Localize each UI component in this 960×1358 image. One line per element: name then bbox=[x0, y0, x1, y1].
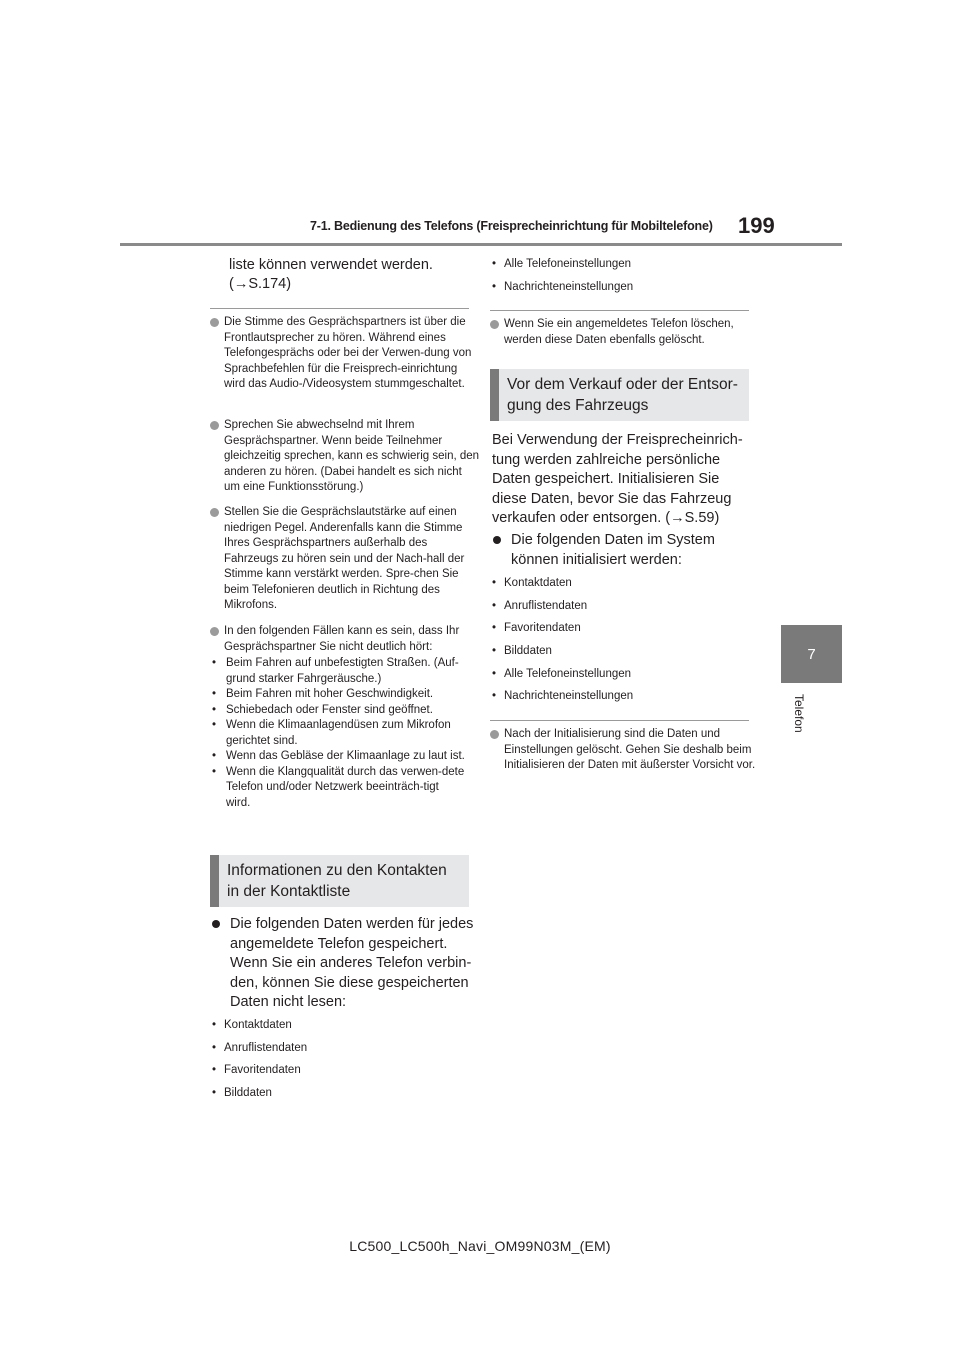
list-item: • Beim Fahren auf unbefestigten Straßen. (Auf-grund starker Fahrgeräusche.) bbox=[212, 656, 466, 687]
note-bullet-icon bbox=[210, 627, 219, 636]
note-bullet-icon bbox=[210, 508, 219, 517]
note-bullet-icon bbox=[490, 320, 499, 329]
list-item: • Beim Fahren mit hoher Geschwindigkeit. bbox=[212, 687, 466, 703]
list-item: • Kontaktdaten bbox=[212, 1018, 462, 1041]
list-item: • Kontaktdaten bbox=[492, 576, 742, 599]
note-text: Sprechen Sie abwechselnd mit Ihrem Gesprächspartner. Wenn beide Teilnehmer gleichzeitig sprechen, kann es schwierig sein, den anderen zu hören. (Dabei handelt es sich nicht um eine Funktionsstörung.) bbox=[224, 419, 480, 493]
list-item: • Anruflistendaten bbox=[212, 1041, 462, 1064]
list-item: • Alle Telefoneinstellungen bbox=[492, 667, 742, 690]
note-text: Die Stimme des Gesprächspartners ist über die Frontlautsprecher zu hören. Während eines Telefongesprächs oder bei der Verwen-dung von Sprachbefehlen für die Freisprech-einrichtung wird das Audio-/Videosystem stummgeschaltet. bbox=[224, 316, 472, 390]
bullet-text: Die folgenden Daten im System können initialisiert werden: bbox=[511, 532, 715, 568]
list-item: • Bilddaten bbox=[492, 644, 742, 667]
divider bbox=[210, 308, 469, 309]
list-item: • Favoritendaten bbox=[492, 621, 742, 644]
intro-line-1: liste können verwendet werden. bbox=[229, 257, 433, 273]
list-item: • Alle Telefoneinstellungen bbox=[492, 257, 742, 280]
header-rule bbox=[120, 243, 842, 246]
data-list bbox=[492, 257, 742, 302]
list-item: • Favoritendaten bbox=[212, 1063, 462, 1086]
bullet-text: Die folgenden Daten werden für jedes angemeldete Telefon gespeichert. Wenn Sie ein anderes Telefon verbin-den, können Sie diese gespeicherten Daten nicht lesen: bbox=[230, 916, 474, 1010]
bullet-icon bbox=[493, 536, 501, 544]
header-title: 7-1. Bedienung des Telefons (Freisprecheinrichtung für Mobiltelefone) bbox=[310, 219, 713, 233]
note-item bbox=[210, 315, 480, 393]
list-item: • Wenn das Gebläse der Klimaanlage zu laut ist. bbox=[212, 749, 466, 765]
note-bullet-icon bbox=[210, 421, 219, 430]
case-list bbox=[212, 656, 466, 811]
list-item: • Wenn die Klimaanlagendüsen zum Mikrofon gerichtet sind. bbox=[212, 718, 466, 749]
section-heading: Informationen zu den Kontakten in der Kontaktliste bbox=[210, 855, 469, 907]
list-item: • Nachrichteneinstellungen bbox=[492, 280, 742, 303]
bullet-paragraph bbox=[493, 531, 763, 570]
note-text: In den folgenden Fällen kann es sein, dass Ihr Gesprächspartner Sie nicht deutlich hört: bbox=[224, 625, 460, 653]
chapter-label: Telefon bbox=[792, 694, 806, 733]
note-text: Wenn Sie ein angemeldetes Telefon löschen, werden diese Daten ebenfalls gelöscht. bbox=[504, 318, 734, 346]
note-text: Stellen Sie die Gesprächslautstärke auf einen niedrigen Pegel. Anderenfalls kann die Stimme Ihres Gesprächspartners außerhalb des Fahrzeugs zu hören sein und der Nach-hall der Stimme kann verstärkt werden. Spre-chen Sie beim Telefonieren deutlich in Richtung des Mikrofons. bbox=[224, 506, 465, 611]
divider bbox=[490, 720, 749, 721]
bullet-icon bbox=[212, 920, 220, 928]
chapter-tab[interactable]: 7 bbox=[781, 625, 842, 683]
note-bullet-icon bbox=[490, 730, 499, 739]
note-item bbox=[490, 317, 760, 348]
list-item: • Wenn die Klangqualität durch das verwen-dete Telefon und/oder Netzwerk beeinträch-tigt wird. bbox=[212, 765, 466, 812]
note-item bbox=[210, 505, 480, 614]
list-item: • Anruflistendaten bbox=[492, 599, 742, 622]
data-list bbox=[212, 1018, 462, 1109]
list-item: • Nachrichteneinstellungen bbox=[492, 689, 742, 712]
document-code: LC500_LC500h_Navi_OM99N03M_(EM) bbox=[349, 1238, 611, 1254]
page-number: 199 bbox=[738, 213, 775, 238]
note-item bbox=[490, 727, 760, 774]
note-text: Nach der Initialisierung sind die Daten und Einstellungen gelöscht. Gehen Sie deshalb beim Initialisieren der Daten mit äußerster Vorsicht vor. bbox=[504, 728, 756, 771]
list-item: • Bilddaten bbox=[212, 1086, 462, 1109]
data-list bbox=[492, 576, 742, 712]
intro-line-2: (→S.174) bbox=[229, 276, 292, 292]
note-bullet-icon bbox=[210, 318, 219, 327]
section-heading: Vor dem Verkauf oder der Entsor-gung des Fahrzeugs bbox=[490, 369, 749, 421]
list-item: • Schiebedach oder Fenster sind geöffnet. bbox=[212, 703, 466, 719]
bullet-paragraph bbox=[212, 915, 478, 1013]
body-paragraph: Bei Verwendung der Freisprecheinrich-tung werden zahlreiche persönliche Daten gespeichert. Initialisieren Sie diese Daten, bevor Sie das Fahrzeug verkaufen oder entsorgen. (→S.59) bbox=[492, 432, 743, 526]
note-item bbox=[210, 418, 480, 496]
divider bbox=[490, 310, 749, 311]
note-item bbox=[210, 624, 480, 655]
